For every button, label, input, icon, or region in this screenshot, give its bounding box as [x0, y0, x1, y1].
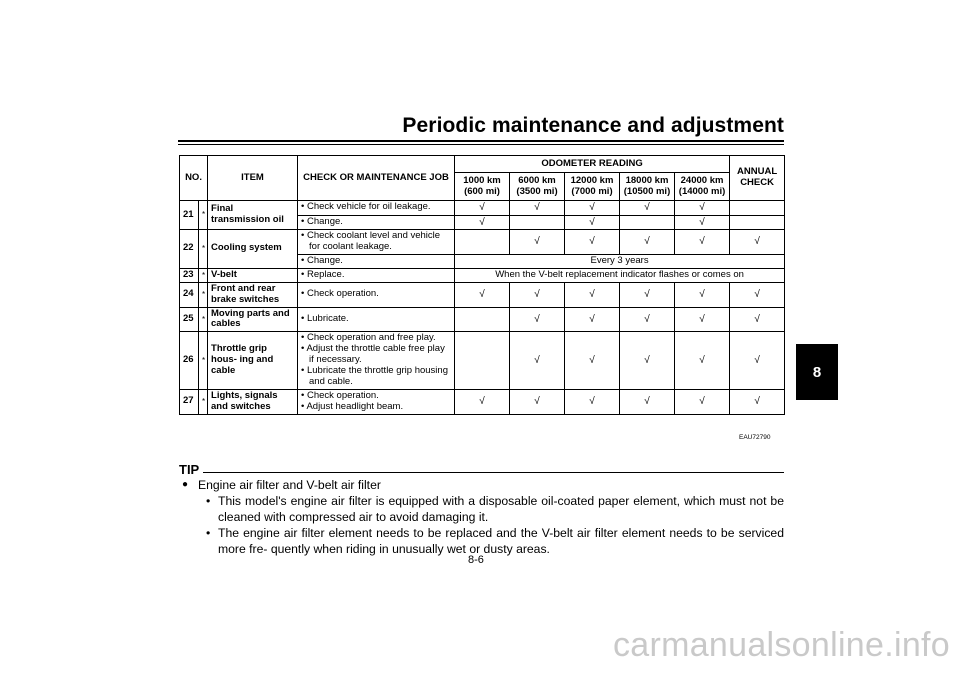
- check-mark-cell: √: [565, 332, 620, 390]
- check-mark-cell: √: [510, 307, 565, 332]
- header-interval: 12000 km (7000 mi): [565, 173, 620, 201]
- item-name: Cooling system: [208, 230, 298, 269]
- check-mark-cell: √: [620, 389, 675, 414]
- maintenance-job: [298, 389, 455, 414]
- row-number: 23: [180, 268, 199, 282]
- header-job: CHECK OR MAINTENANCE JOB: [298, 156, 455, 201]
- bullet-icon: •: [206, 526, 211, 540]
- header-interval: 1000 km (600 mi): [455, 173, 510, 201]
- dealer-mark: *: [199, 307, 208, 332]
- maintenance-job: [298, 254, 455, 268]
- job-line: • Check operation.: [301, 389, 379, 401]
- check-mark-cell: √: [565, 215, 620, 230]
- row-number: 26: [180, 332, 199, 390]
- check-mark-cell: [510, 215, 565, 230]
- item-name: Moving parts and cables: [208, 307, 298, 332]
- check-mark-cell: √: [675, 215, 730, 230]
- header-interval: 18000 km (10500 mi): [620, 173, 675, 201]
- check-mark-cell: [730, 201, 785, 216]
- check-mark-cell: √: [565, 389, 620, 414]
- check-mark-cell: [455, 230, 510, 255]
- job-line: • Replace.: [301, 268, 345, 280]
- maintenance-job: [298, 307, 455, 332]
- header-no: NO.: [180, 156, 208, 201]
- check-mark-cell: √: [620, 282, 675, 307]
- row-number: 25: [180, 307, 199, 332]
- check-mark-cell: √: [510, 282, 565, 307]
- job-line: • Check vehicle for oil leakage.: [301, 201, 431, 213]
- bullet-icon: •: [206, 494, 211, 508]
- check-mark-cell: √: [675, 201, 730, 216]
- check-mark-cell: √: [620, 201, 675, 216]
- header-annual: ANNUAL CHECK: [730, 156, 785, 201]
- dealer-mark: *: [199, 268, 208, 282]
- chapter-tab[interactable]: 8: [796, 344, 838, 400]
- job-line: • Check coolant level and vehicle for coolant leakage.: [301, 230, 441, 252]
- header-interval: 6000 km (3500 mi): [510, 173, 565, 201]
- maintenance-job: [298, 268, 455, 282]
- check-mark-cell: √: [730, 230, 785, 255]
- check-mark-cell: √: [730, 389, 785, 414]
- header-item: ITEM: [208, 156, 298, 201]
- maintenance-table: [179, 155, 785, 415]
- job-line: • Check operation.: [301, 288, 379, 300]
- dealer-mark: *: [199, 389, 208, 414]
- check-mark-cell: √: [565, 307, 620, 332]
- job-line: • Adjust headlight beam.: [301, 400, 404, 412]
- row-number: 24: [180, 282, 199, 307]
- dealer-mark: *: [199, 201, 208, 230]
- check-mark-cell: √: [730, 332, 785, 390]
- check-mark-cell: √: [620, 230, 675, 255]
- table-row: [180, 307, 785, 332]
- maintenance-job: [298, 230, 455, 255]
- maintenance-job: [298, 332, 455, 390]
- check-mark-cell: √: [565, 201, 620, 216]
- maintenance-job: [298, 201, 455, 216]
- check-mark-cell: √: [675, 230, 730, 255]
- interval-note: Every 3 years: [455, 254, 785, 268]
- interval-note: When the V-belt replacement indicator flashes or comes on: [455, 268, 785, 282]
- check-mark-cell: √: [455, 201, 510, 216]
- row-number: 21: [180, 201, 199, 230]
- check-mark-cell: √: [675, 307, 730, 332]
- check-mark-cell: √: [730, 307, 785, 332]
- tip-bullet: [180, 493, 784, 525]
- job-line: • Change.: [301, 215, 343, 227]
- check-mark-cell: √: [620, 307, 675, 332]
- row-number: 27: [180, 389, 199, 414]
- dealer-mark: *: [199, 282, 208, 307]
- page-number: 8-6: [468, 554, 484, 566]
- item-name: V-belt: [208, 268, 298, 282]
- title-rule-thin: [178, 144, 784, 145]
- row-number: 22: [180, 230, 199, 269]
- table-row: [180, 332, 785, 390]
- job-line: • Adjust the throttle cable free play if necessary.: [301, 343, 445, 366]
- header-interval: 24000 km (14000 mi): [675, 173, 730, 201]
- check-mark-cell: √: [675, 389, 730, 414]
- bullet-icon: ●: [182, 479, 189, 490]
- tip-heading: Engine air filter and V-belt air filter: [198, 478, 381, 492]
- item-name: Lights, signals and switches: [208, 389, 298, 414]
- table-row: [180, 268, 785, 282]
- check-mark-cell: √: [510, 201, 565, 216]
- check-mark-cell: √: [455, 282, 510, 307]
- check-mark-cell: [455, 332, 510, 390]
- check-mark-cell: √: [510, 230, 565, 255]
- table-row: [180, 201, 785, 216]
- maintenance-job: [298, 215, 455, 230]
- tip-bullet-text: The engine air filter element needs to be replaced and the V-belt air filter element needs to be serviced more fre- quently when riding in unusually wet or dusty areas.: [218, 526, 784, 556]
- item-name: Final transmission oil: [208, 201, 298, 230]
- job-line: • Lubricate the throttle grip housing and cable.: [301, 365, 448, 388]
- check-mark-cell: [620, 215, 675, 230]
- table-body: [180, 201, 785, 415]
- tip-heading-row: [180, 477, 784, 493]
- check-mark-cell: √: [730, 282, 785, 307]
- tip-body: [180, 477, 784, 557]
- item-name: Throttle grip hous- ing and cable: [208, 332, 298, 390]
- watermark: carmanualsonline.info: [612, 626, 950, 664]
- check-mark-cell: [730, 215, 785, 230]
- check-mark-cell: √: [675, 282, 730, 307]
- dealer-mark: *: [199, 332, 208, 390]
- header-odometer: ODOMETER READING: [455, 156, 730, 173]
- job-line: • Lubricate.: [301, 312, 349, 324]
- table-row: [180, 389, 785, 414]
- check-mark-cell: [455, 307, 510, 332]
- check-mark-cell: √: [510, 332, 565, 390]
- reference-code: EAU72790: [739, 434, 771, 441]
- tip-bullet-text: This model's engine air filter is equipped with a disposable oil-coated paper element, which must not be cleaned with compressed air to avoid damaging it.: [218, 494, 784, 524]
- check-mark-cell: √: [565, 230, 620, 255]
- page-title: Periodic maintenance and adjustment: [402, 114, 784, 137]
- job-line: • Check operation and free play.: [301, 332, 436, 344]
- check-mark-cell: √: [620, 332, 675, 390]
- table-row: [180, 230, 785, 255]
- tip-label: TIP: [179, 462, 200, 477]
- maintenance-job: [298, 282, 455, 307]
- tip-bullet: [180, 525, 784, 557]
- job-line: • Change.: [301, 254, 343, 266]
- item-name: Front and rear brake switches: [208, 282, 298, 307]
- check-mark-cell: √: [675, 332, 730, 390]
- tip-rule: [203, 472, 784, 473]
- title-rule: [178, 140, 784, 142]
- check-mark-cell: √: [455, 389, 510, 414]
- check-mark-cell: √: [510, 389, 565, 414]
- dealer-mark: *: [199, 230, 208, 269]
- table-row: [180, 282, 785, 307]
- check-mark-cell: √: [455, 215, 510, 230]
- check-mark-cell: √: [565, 282, 620, 307]
